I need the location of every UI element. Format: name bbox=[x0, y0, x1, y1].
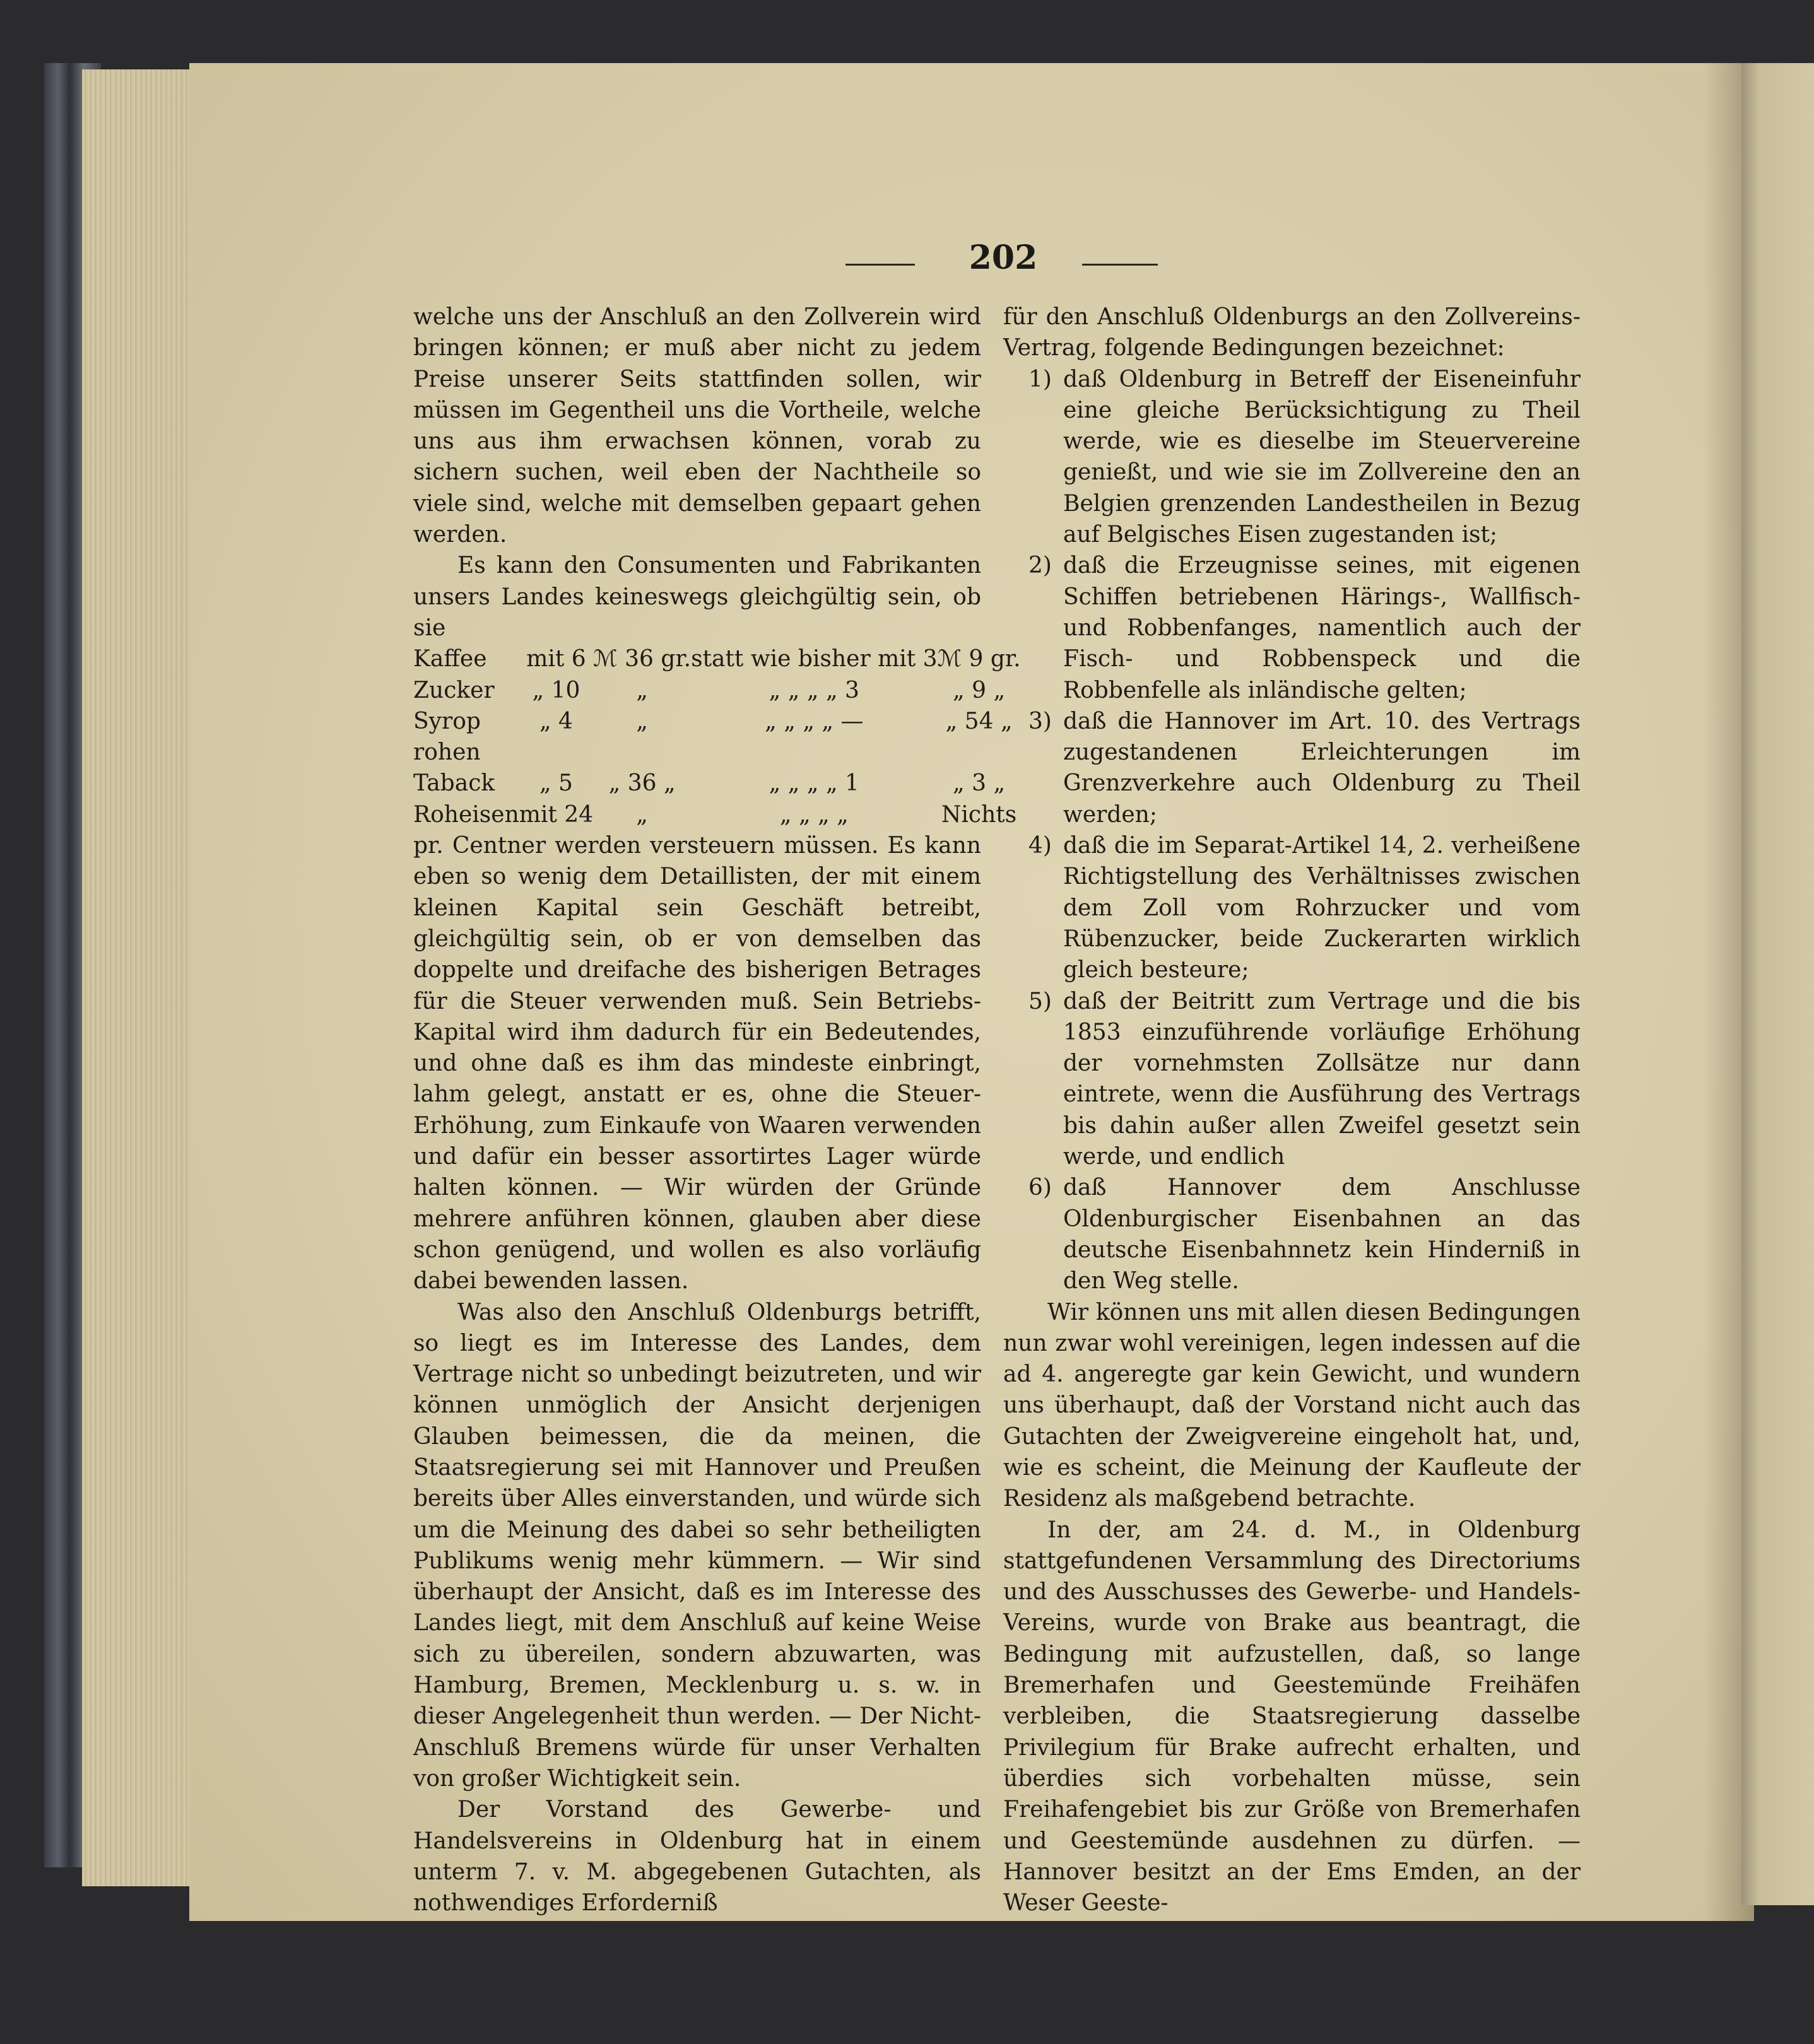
page-number: 202 bbox=[969, 238, 1038, 277]
page-number-rule-left bbox=[845, 264, 915, 266]
price-cell-c: „ „ „ „ — bbox=[765, 708, 864, 734]
price-cell-b: „ bbox=[636, 801, 648, 828]
condition-text: daß die Erzeugnisse seines, mit eigenen Schiffen betriebenen Härings-, Wallfisch- und Robbenfanges, namentlich auch der Fisch- und Robbenspeck und die Robbenfelle als inländische gelten; bbox=[1063, 553, 1581, 703]
price-cell-b: „ 36 „ bbox=[608, 770, 676, 797]
price-cell-item: Syrop bbox=[413, 708, 481, 734]
price-cell-c: „ „ „ „ 1 bbox=[769, 770, 859, 797]
price-row bbox=[413, 737, 1021, 768]
condition-number: 6) bbox=[1028, 1175, 1052, 1201]
paragraph-1: welche uns der Anschluß an den Zollverein wird bringen können; er muß aber nicht zu jedem Preise unserer Seits stattfinden sollen, wir müssen im Gegentheil uns die Vortheile, welche uns aus ihm erwachsen können, vorab zu sichern suchen, weil eben der Nachtheile so viele sind, welche mit demselben gepaart gehen werden. bbox=[413, 304, 981, 548]
price-cell-c: „ „ „ „ 3 bbox=[769, 677, 859, 703]
price-cell-b: „ bbox=[636, 708, 648, 734]
condition-text: daß Hannover dem Anschlusse Oldenburgischer Eisenbahnen an das deutsche Eisenbahnnetz kein Hinderniß in den Weg stelle. bbox=[1063, 1175, 1581, 1295]
price-cell-d: „ 3 „ bbox=[953, 770, 1006, 797]
condition-number: 3) bbox=[1028, 708, 1052, 734]
condition-number: 5) bbox=[1028, 988, 1052, 1014]
price-row bbox=[413, 799, 1021, 830]
price-cell-c: statt wie bisher mit 3 bbox=[691, 646, 938, 673]
price-cell-a: „ 4 bbox=[539, 708, 573, 734]
price-cell-item: Kaffee bbox=[413, 646, 487, 673]
condition-item bbox=[1003, 364, 1581, 551]
price-cell-a: mit 24 bbox=[519, 801, 594, 828]
price-row bbox=[413, 706, 1021, 737]
price-cell-b: „ bbox=[636, 677, 648, 703]
next-page-edge bbox=[1741, 63, 1814, 1905]
price-cell-b bbox=[593, 737, 691, 768]
page-number-rule-right bbox=[1082, 264, 1158, 266]
price-cell-d: „ 9 „ bbox=[953, 677, 1006, 703]
price-cell-d: ℳ 9 gr. bbox=[937, 646, 1021, 673]
price-cell-a: mit 6 bbox=[526, 646, 586, 673]
price-cell-a: „ 10 bbox=[532, 677, 580, 703]
conditions-intro: für den Anschluß Oldenburgs an den Zollvereins-Vertrag, folgende Bedingungen bezeichnet: bbox=[1003, 304, 1581, 361]
price-cell-item: Taback bbox=[413, 770, 495, 797]
conditions-list bbox=[1003, 364, 1581, 1297]
condition-text: daß Oldenburg in Betreff der Eiseneinfuhr eine gleiche Berücksichtigung zu Theil werde, wie es dieselbe im Steuervereine genießt, und wie sie im Zollvereine den an Belgien grenzenden Landestheilen in Bezug auf Belgisches Eisen zugestanden ist; bbox=[1063, 366, 1581, 548]
price-cell-c: „ „ „ „ bbox=[779, 801, 849, 828]
price-row bbox=[413, 675, 1021, 706]
paragraph-right-a: Wir können uns mit allen diesen Bedingungen nun zwar wohl vereinigen, legen indessen auf die ad 4. angeregte gar kein Gewicht, und wundern uns überhaupt, daß der Vorstand nicht auch das Gutachten der Zweigvereine eingeholt hat, und, wie es scheint, die Meinung der Kaufleute der Residenz als maßgebend betrachte. bbox=[1003, 1299, 1581, 1512]
paragraph-2-rest: pr. Centner werden versteuern müssen. Es kann eben so wenig dem Detaillisten, der mit einem kleinen Kapital sein Geschäft betreibt, gleichgültig sein, ob er von demselben das doppelte und dreifache des bisherigen Betrages für die Steuer verwenden muß. Sein Betriebs-Kapital wird ihm dadurch für ein Bedeutendes, und ohne daß es ihm das mindeste einbringt, lahm gelegt, anstatt er es, ohne die Steuer-Erhöhung, zum Einkaufe von Waaren verwenden und dafür ein besser assortirtes Lager würde halten können. — Wir würden der Gründe mehrere anführen können, glauben aber diese schon genügend, und wollen es also vorläufig dabei bewenden lassen. bbox=[413, 833, 981, 1295]
paragraph-4: Der Vorstand des Gewerbe- und Handelsvereins in Oldenburg hat in einem unterm 7. v. M. abgegebenen Gutachten, als nothwendiges Erforderniß bbox=[413, 1797, 981, 1917]
condition-number: 1) bbox=[1028, 366, 1052, 392]
price-row bbox=[413, 768, 1021, 799]
page-stack-edge bbox=[82, 69, 196, 1886]
price-cell-d: Nichts bbox=[941, 801, 1017, 828]
condition-text: daß der Beitritt zum Vertrage und die bis 1853 einzuführende vorläufige Erhöhung der vornehmsten Zollsätze nur dann eintrete, wenn die Ausführung des Vertrags bis dahin außer allen Zweifel gesetzt sein werde, und endlich bbox=[1063, 988, 1581, 1170]
price-cell-c bbox=[691, 737, 938, 768]
condition-item bbox=[1003, 986, 1581, 1173]
price-row bbox=[413, 643, 1021, 674]
condition-number: 2) bbox=[1028, 553, 1052, 579]
right-column bbox=[1003, 302, 1581, 1918]
condition-item bbox=[1003, 830, 1581, 985]
price-cell-item: Zucker bbox=[413, 677, 495, 703]
paragraph-3: Was also den Anschluß Oldenburgs betrifft, so liegt es im Interesse des Landes, dem Vertrage nicht so unbedingt beizutreten, und wir können unmöglich der Ansicht derjenigen Glauben beimessen, die da meinen, die Staatsregierung sei mit Hannover und Preußen bereits über Alles einverstanden, und würde sich um die Meinung des dabei so sehr betheiligten Publikums wenig mehr kümmern. — Wir sind überhaupt der Ansicht, daß es im Interesse des Landes liegt, mit dem Anschluß auf keine Weise sich zu übereilen, sondern abzuwarten, was Hamburg, Bremen, Mecklenburg u. s. w. in dieser Angelegenheit thun werden. — Der Nicht-Anschluß Bremens würde für unser Verhalten von großer Wichtigkeit sein. bbox=[413, 1299, 981, 1792]
condition-item bbox=[1003, 706, 1581, 830]
condition-item bbox=[1003, 550, 1581, 705]
condition-text: daß die im Separat-Artikel 14, 2. verheißene Richtigstellung des Verhältnisses zwischen dem Zoll vom Rohrzucker und vom Rübenzucker, beide Zuckerarten wirklich gleich besteure; bbox=[1063, 833, 1581, 984]
price-cell-d: „ 54 „ bbox=[945, 708, 1013, 734]
price-cell-item: Roheisen bbox=[413, 801, 519, 828]
price-cell-a: „ 5 bbox=[539, 770, 573, 797]
price-cell-a bbox=[519, 737, 593, 768]
price-cell-b: ℳ 36 gr. bbox=[593, 646, 692, 673]
condition-item bbox=[1003, 1172, 1581, 1296]
condition-number: 4) bbox=[1028, 833, 1052, 859]
price-cell-item: rohen bbox=[413, 739, 481, 766]
paragraph-2-intro: Es kann den Consumenten und Fabrikanten unsers Landes keineswegs gleichgültig sein, ob sie bbox=[413, 553, 981, 641]
paragraph-right-b: In der, am 24. d. M., in Oldenburg stattgefundenen Versammlung des Directoriums und des Ausschusses des Gewerbe- und Handels-Vereins, wurde von Brake aus beantragt, die Bedingung mit aufzustellen, daß, so lange Bremerhafen und Geestemünde Freihäfen verbleiben, die Staatsregierung dasselbe Privilegium für Brake aufrecht erhalten, und überdies sich vorbehalten müsse, sein Freihafengebiet bis zur Größe von Bremerhafen und Geestemünde ausdehnen zu dürfen. — Hannover besitzt an der Ems Emden, an der Weser Geeste- bbox=[1003, 1517, 1581, 1917]
left-column bbox=[413, 302, 1021, 1918]
price-table bbox=[413, 643, 1021, 830]
condition-text: daß die Hannover im Art. 10. des Vertrags zugestandenen Erleichterungen im Grenzverkehre auch Oldenburg zu Theil werden; bbox=[1063, 708, 1581, 828]
